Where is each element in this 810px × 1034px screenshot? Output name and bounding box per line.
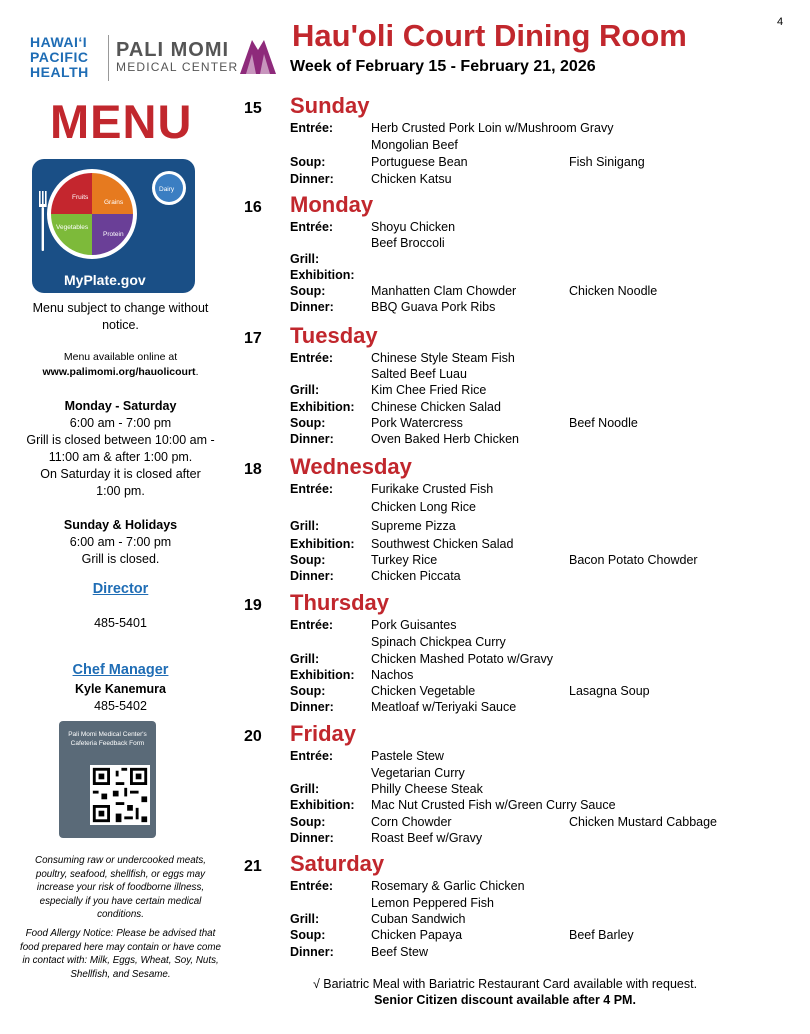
menu-row-label: Entrée:	[290, 351, 334, 365]
menu-item: Vegetarian Curry	[371, 766, 465, 780]
menu-item: Mongolian Beef	[371, 138, 458, 152]
menu-item-second-soup: Fish Sinigang	[569, 155, 645, 169]
bariatric-note: √ Bariatric Meal with Bariatric Restaurant Card available with request.	[312, 977, 698, 991]
menu-item: Chicken Papaya	[371, 928, 463, 942]
menu-row-label: Dinner:	[290, 700, 334, 714]
chef-manager-link[interactable]: Chef Manager	[72, 662, 169, 678]
sunday-hours: 6:00 am - 7:00 pm	[69, 535, 172, 549]
menu-item: Pork Guisantes	[371, 618, 457, 632]
logo-text-line: HEALTH	[30, 64, 89, 80]
qr-code-icon[interactable]	[90, 765, 150, 825]
menu-item: Chicken Vegetable	[371, 684, 476, 698]
menu-row-label: Dinner:	[290, 569, 334, 583]
menu-item: Beef Stew	[371, 945, 428, 959]
chef-details	[18, 681, 223, 715]
menu-item: Supreme Pizza	[371, 519, 456, 533]
day-number: 21	[244, 858, 262, 875]
menu-change-notice: Menu subject to change without notice.	[32, 301, 209, 332]
logo-text-line: PACIFIC	[30, 49, 89, 65]
sunday-heading: Sunday & Holidays	[63, 518, 178, 532]
menu-row-label: Soup:	[290, 416, 326, 430]
menu-row-label: Exhibition:	[290, 268, 355, 282]
menu-row-label: Dinner:	[290, 945, 334, 959]
menu-item: Mac Nut Crusted Fish w/Green Curry Sauce	[371, 798, 616, 812]
feedback-form-card[interactable]	[59, 721, 156, 838]
saturday-note: On Saturday it is closed after	[40, 467, 201, 481]
menu-item: Chicken Mashed Potato w/Gravy	[371, 652, 554, 666]
menu-item: Pork Watercress	[371, 416, 463, 430]
feedback-caption: Pali Momi Medical Center's Cafeteria Feedback Form	[68, 731, 147, 747]
menu-item: Corn Chowder	[371, 815, 452, 829]
menu-item: Meatloaf w/Teriyaki Sauce	[371, 700, 517, 714]
menu-item: Roast Beef w/Gravy	[371, 831, 483, 845]
myplate-graphic	[32, 159, 195, 293]
menu-item: Furikake Crusted Fish	[371, 482, 494, 496]
menu-row-label: Dinner:	[290, 300, 334, 314]
menu-item: Chinese Chicken Salad	[371, 400, 501, 414]
menu-row-label: Grill:	[290, 519, 320, 533]
menu-item: Rosemary & Garlic Chicken	[371, 879, 525, 893]
menu-row-label: Exhibition:	[290, 400, 355, 414]
fork-icon	[39, 191, 47, 251]
menu-row-label: Soup:	[290, 553, 326, 567]
menu-row-label: Exhibition:	[290, 798, 355, 812]
menu-row-label: Soup:	[290, 284, 326, 298]
director-phone: 485-5401	[94, 616, 147, 630]
online-info	[18, 350, 223, 380]
menu-item: Portuguese Bean	[371, 155, 468, 169]
logo-text-line: HAWAIʻI	[30, 34, 88, 50]
day-name: Wednesday	[290, 454, 412, 479]
menu-item-second-soup: Beef Barley	[569, 928, 634, 942]
saturday-note: 1:00 pm.	[96, 484, 145, 498]
menu-item: Salted Beef Luau	[371, 367, 467, 381]
logo-divider	[108, 35, 109, 81]
page-number: 4	[777, 16, 784, 28]
online-line: Menu available online at	[63, 351, 178, 363]
fruits-label: Fruits	[72, 194, 89, 201]
allergy-notice: Food Allergy Notice: Please be advised that food prepared here may contain or have come in contact with: Milk, Eggs, Wheat, Soy, Nuts, Shellfish, and Sesame.	[20, 928, 221, 980]
menu-row-label: Entrée:	[290, 121, 334, 135]
pali-momi-logo-name: PALI MOMI	[116, 39, 230, 61]
menu-item: Manhatten Clam Chowder	[371, 284, 517, 298]
day-name: Sunday	[290, 93, 370, 118]
sunday-grill: Grill is closed.	[81, 552, 160, 566]
menu-item: Philly Cheese Steak	[371, 782, 483, 796]
menu-row-label: Dinner:	[290, 831, 334, 845]
menu-row-label: Exhibition:	[290, 668, 355, 682]
weekend-hours	[18, 517, 223, 568]
menu-item-second-soup: Chicken Mustard Cabbage	[569, 815, 717, 829]
menu-item: Beef Broccoli	[371, 236, 445, 250]
page-title: Hau'oli Court Dining Room	[292, 18, 687, 53]
day-number: 16	[244, 199, 262, 216]
menu-row-label: Soup:	[290, 684, 326, 698]
menu-item: Lemon Peppered Fish	[371, 896, 494, 910]
url-period: .	[195, 366, 199, 378]
myplate-brand: MyPlate.gov	[64, 272, 146, 288]
pali-momi-logo-subtitle: MEDICAL CENTER	[116, 60, 239, 74]
menu-row-label: Soup:	[290, 815, 326, 829]
menu-item: Spinach Chickpea Curry	[371, 635, 506, 649]
chef-name: Kyle Kanemura	[74, 682, 166, 696]
day-name: Tuesday	[290, 323, 378, 348]
grill-closed-line: 11:00 am & after 1:00 pm.	[48, 450, 193, 464]
menu-row-label: Entrée:	[290, 482, 334, 496]
day-name: Saturday	[290, 851, 385, 876]
day-number: 17	[244, 330, 262, 347]
dairy-label: Dairy	[159, 186, 175, 193]
menu-row-label: Dinner:	[290, 172, 334, 186]
grill-closed-line: Grill is closed between 10:00 am -	[26, 433, 215, 447]
menu-item: Chinese Style Steam Fish	[371, 351, 515, 365]
menu-row-label: Dinner:	[290, 432, 334, 446]
online-url-line	[18, 365, 223, 380]
myplate-image	[32, 159, 195, 293]
day-name: Monday	[290, 192, 374, 217]
menu-item: Pastele Stew	[371, 749, 444, 763]
mon-sat-heading: Monday - Saturday	[64, 399, 177, 413]
menu-row-label: Soup:	[290, 155, 326, 169]
protein-label: Protein	[103, 231, 124, 238]
raw-food-notice: Consuming raw or undercooked meats, poultry, seafood, shellfish, or eggs may increase your risk of foodborne illness, especially if you have certain medical conditions.	[35, 855, 206, 920]
menu-item: Turkey Rice	[371, 553, 438, 567]
menu-item: Chicken Long Rice	[371, 500, 476, 514]
day-number: 20	[244, 728, 262, 745]
menu-row-label: Entrée:	[290, 879, 334, 893]
menu-row-label: Grill:	[290, 912, 320, 926]
menu-row-label: Grill:	[290, 652, 320, 666]
day-number: 19	[244, 597, 262, 614]
director-section	[18, 581, 223, 598]
menu-item: Oven Baked Herb Chicken	[371, 432, 519, 446]
day-number: 18	[244, 461, 262, 478]
menu-row-label: Exhibition:	[290, 537, 355, 551]
menu-row-label: Entrée:	[290, 220, 334, 234]
grains-label: Grains	[104, 199, 124, 206]
chef-phone: 485-5402	[94, 699, 147, 713]
day-name: Friday	[290, 721, 357, 746]
hawaii-pacific-health-logo	[30, 35, 89, 80]
menu-item-second-soup: Chicken Noodle	[569, 284, 658, 298]
menu-item-second-soup: Lasagna Soup	[569, 684, 650, 698]
senior-discount-note: Senior Citizen discount available after 4 PM.	[374, 993, 636, 1007]
menu-item: Herb Crusted Pork Loin w/Mushroom Gravy	[371, 121, 614, 135]
director-link[interactable]: Director	[92, 581, 149, 597]
menu-url[interactable]: www.palimomi.org/hauolicourt	[42, 366, 196, 378]
menu-row-label: Grill:	[290, 782, 320, 796]
chef-section	[18, 662, 223, 679]
menu-item: Shoyu Chicken	[371, 220, 456, 234]
mon-sat-hours: 6:00 am - 7:00 pm	[69, 416, 172, 430]
day-name: Thursday	[290, 590, 390, 615]
menu-item: Chicken Piccata	[371, 569, 461, 583]
menu-item: Nachos	[371, 668, 414, 682]
menu-item: Kim Chee Fried Rice	[371, 383, 487, 397]
menu-row-label: Grill:	[290, 252, 320, 266]
weekday-hours	[18, 398, 223, 500]
menu-row-label: Entrée:	[290, 749, 334, 763]
menu-item: Cuban Sandwich	[371, 912, 466, 926]
menu-row-label: Soup:	[290, 928, 326, 942]
menu-row-label: Entrée:	[290, 618, 334, 632]
menu-heading: MENU	[50, 95, 193, 148]
pali-momi-mark-icon	[238, 36, 278, 76]
menu-row-label: Grill:	[290, 383, 320, 397]
menu-item: Southwest Chicken Salad	[371, 537, 514, 551]
menu-item-second-soup: Bacon Potato Chowder	[569, 553, 698, 567]
day-number: 15	[244, 100, 262, 117]
vegetables-label: Vegetables	[56, 224, 89, 231]
menu-item: Chicken Katsu	[371, 172, 452, 186]
week-range: Week of February 15 - February 21, 2026	[290, 58, 596, 75]
menu-item: BBQ Guava Pork Ribs	[371, 300, 496, 314]
menu-item-second-soup: Beef Noodle	[569, 416, 638, 430]
